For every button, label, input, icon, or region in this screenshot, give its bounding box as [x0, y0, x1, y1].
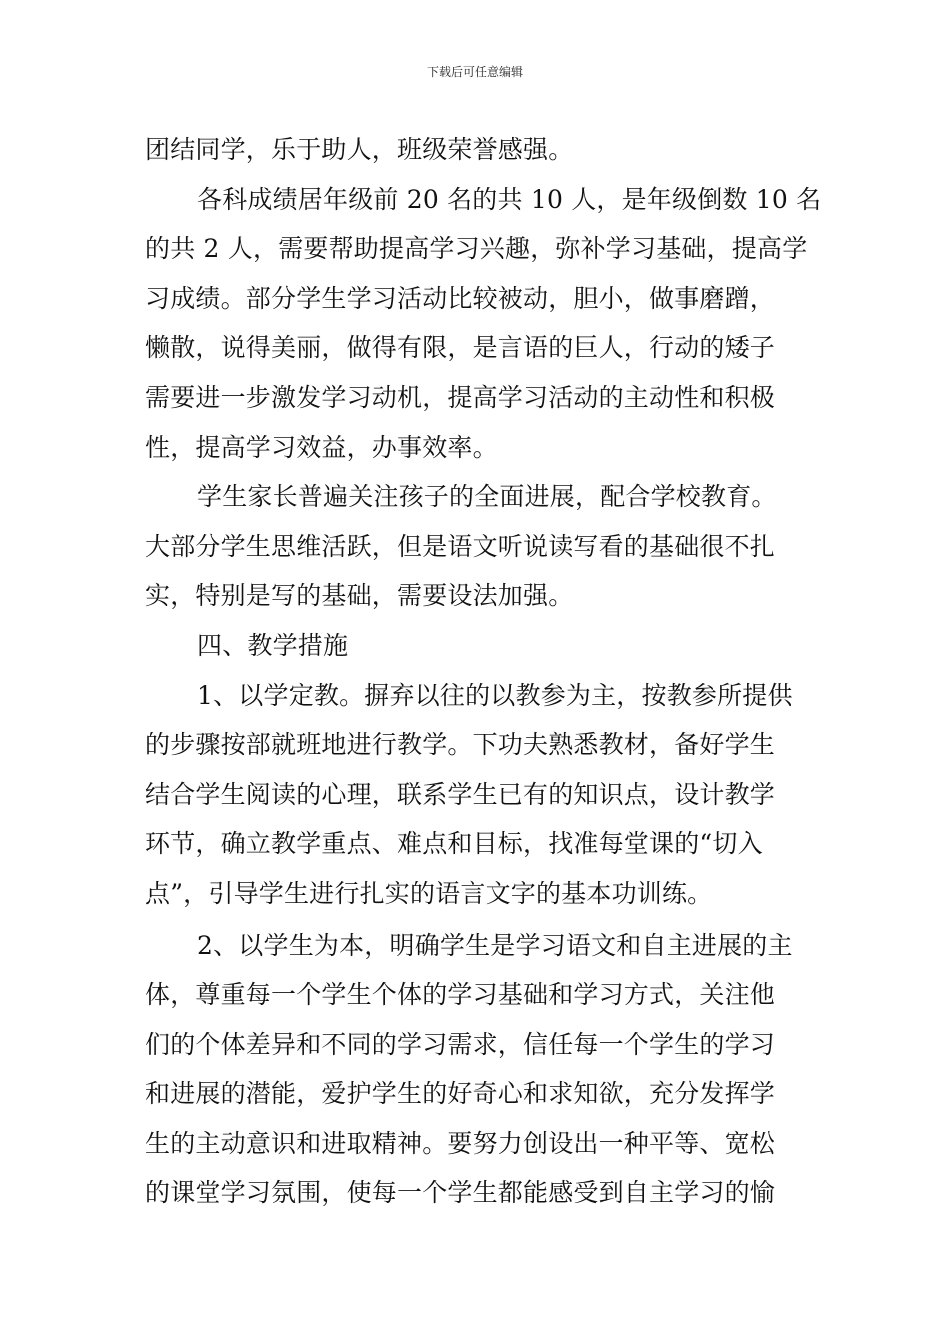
- text-line-3: 的共 2 人，需要帮助提高学习兴趣，弥补学习基础，提高学: [145, 234, 808, 264]
- text-line-20: 和进展的潜能，爱护学生的好奇心和求知欲，充分发挥学: [145, 1079, 776, 1109]
- text-line-15: 环节，确立教学重点、难点和目标，找准每堂课的“切入: [145, 829, 763, 859]
- text-line-2: 各科成绩居年级前 20 名的共 10 人，是年级倒数 10 名: [197, 184, 822, 214]
- text-line-1: 团结同学，乐于助人，班级荣誉感强。: [145, 135, 574, 164]
- text-line-10: 实，特别是写的基础，需要设法加强。: [145, 581, 574, 611]
- text-line-17: 2、以学生为本，明确学生是学习语文和自主进展的主: [197, 930, 793, 960]
- text-line-21: 生的主动意识和进取精神。要努力创设出一种平等、宽松: [145, 1128, 776, 1158]
- text-line-19: 们的个体差异和不同的学习需求，信任每一个学生的学习: [145, 1029, 776, 1059]
- section-heading: 四、教学措施: [197, 630, 349, 660]
- text-line-9: 大部分学生思维活跃，但是语文听说读写看的基础很不扎: [145, 531, 776, 561]
- text-line-14: 结合学生阅读的心理，联系学生已有的知识点，设计教学: [145, 779, 776, 809]
- text-line-18: 体，尊重每一个学生个体的学习基础和学习方式，关注他: [145, 980, 776, 1010]
- text-line-16: 点”，引导学生进行扎实的语言文字的基本功训练。: [145, 878, 713, 908]
- document-body: [145, 125, 822, 1218]
- text-line-8: 学生家长普遍关注孩子的全面进展，配合学校教育。: [197, 482, 777, 512]
- text-line-7: 性，提高学习效益，办事效率。: [145, 432, 498, 462]
- text-line-13: 的步骤按部就班地进行教学。下功夫熟悉教材，备好学生: [145, 730, 776, 760]
- text-line-12: 1、以学定教。摒弃以往的以教参为主，按教参所提供: [197, 680, 793, 710]
- text-line-22: 的课堂学习氛围，使每一个学生都能感受到自主学习的愉: [145, 1178, 776, 1208]
- text-line-5: 懒散，说得美丽，做得有限，是言语的巨人，行动的矮子: [145, 333, 776, 363]
- page-header: 下载后可任意编辑: [426, 65, 523, 79]
- text-line-6: 需要进一步激发学习动机，提高学习活动的主动性和积极: [145, 382, 776, 412]
- text-line-4: 习成绩。部分学生学习活动比较被动，胆小，做事磨蹭，: [145, 283, 776, 313]
